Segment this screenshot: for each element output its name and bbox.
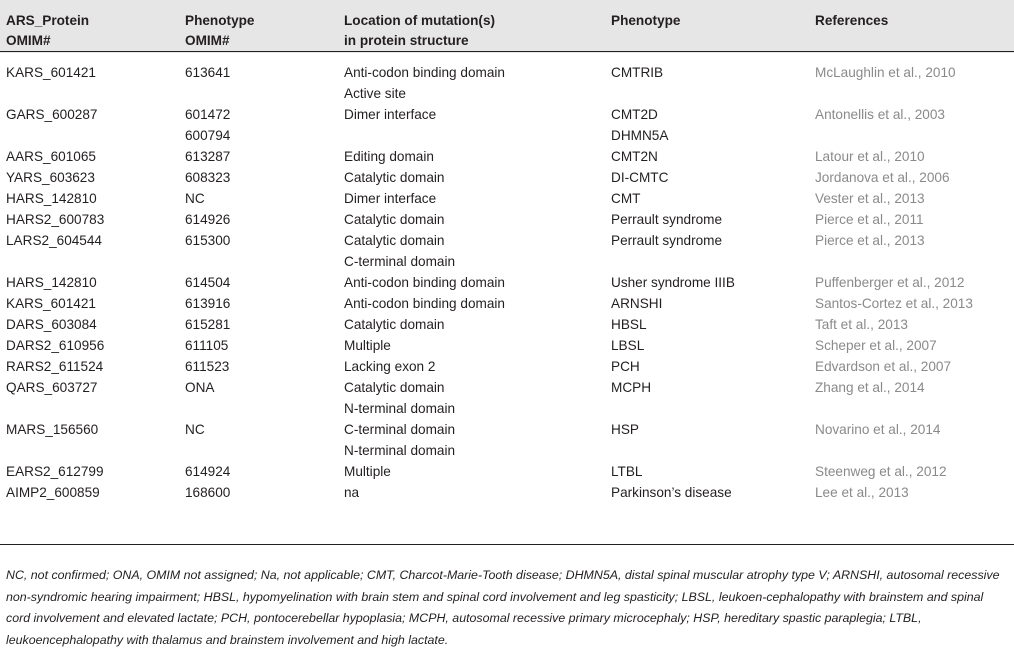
cell-phenotype-line: LTBL [611, 464, 643, 479]
cell-mutation-location-line: Anti-codon binding domain [344, 275, 505, 290]
cell-mutation-location [338, 209, 605, 230]
cell-phenotype-omim [179, 167, 338, 188]
cell-ars-protein: GARS_600287 [6, 107, 98, 122]
cell-phenotype [605, 209, 809, 230]
cell-ars-protein: HARS2_600783 [6, 212, 105, 227]
table-row [0, 419, 1014, 461]
cell-reference: Vester et al., 2013 [815, 191, 925, 206]
cell-phenotype-omim [179, 482, 338, 503]
cell-phenotype [605, 314, 809, 335]
cell-phenotype [605, 461, 809, 482]
cell-reference: Zhang et al., 2014 [815, 380, 925, 395]
cell-mutation-location-line: Dimer interface [344, 191, 437, 206]
cell-mutation-location-line: C-terminal domain [344, 422, 456, 437]
cell-mutation-location [338, 356, 605, 377]
cell-mutation-location-line: C-terminal domain [344, 254, 456, 269]
cell-phenotype-omim-line: 168600 [185, 485, 231, 500]
cell-ars-protein: AARS_601065 [6, 149, 96, 164]
cell-phenotype-omim-line: NC [185, 191, 205, 206]
cell-phenotype-line: CMT2N [611, 149, 658, 164]
cell-reference: Taft et al., 2013 [815, 317, 908, 332]
cell-mutation-location [338, 293, 605, 314]
table-row [0, 188, 1014, 209]
cell-mutation-location-line: Anti-codon binding domain [344, 296, 505, 311]
cell-phenotype-line: Parkinson’s disease [611, 485, 732, 500]
cell-phenotype [605, 146, 809, 167]
cell-phenotype-line: Usher syndrome IIIB [611, 275, 735, 290]
cell-phenotype-line: MCPH [611, 380, 652, 395]
cell-ars-protein: KARS_601421 [6, 296, 96, 311]
cell-ars-protein: RARS2_611524 [6, 359, 104, 374]
cell-reference: Edvardson et al., 2007 [815, 359, 952, 374]
cell-phenotype [605, 188, 809, 209]
cell-phenotype-omim-line: 614504 [185, 275, 231, 290]
header-line: References [815, 13, 889, 28]
cell-phenotype-omim [179, 461, 338, 482]
cell-mutation-location-line: Active site [344, 86, 406, 101]
header-location-of-mutations [338, 0, 605, 52]
table-header-row [0, 0, 1014, 52]
cell-phenotype-omim [179, 209, 338, 230]
cell-mutation-location [338, 314, 605, 335]
cell-reference: Latour et al., 2010 [815, 149, 925, 164]
cell-phenotype [605, 335, 809, 356]
cell-phenotype-omim-line: 613641 [185, 65, 231, 80]
cell-phenotype-line: PCH [611, 359, 640, 374]
cell-phenotype [605, 356, 809, 377]
cell-phenotype-omim [179, 314, 338, 335]
cell-reference: Pierce et al., 2013 [815, 233, 925, 248]
cell-phenotype [605, 293, 809, 314]
cell-phenotype-omim [179, 52, 338, 104]
cell-phenotype-omim-line: 611105 [185, 338, 229, 353]
cell-mutation-location [338, 104, 605, 146]
cell-mutation-location-line: Catalytic domain [344, 317, 445, 332]
header-line: OMIM# [6, 33, 51, 48]
cell-phenotype-omim-line: 614926 [185, 212, 231, 227]
table-row [0, 272, 1014, 293]
cell-mutation-location [338, 230, 605, 272]
cell-phenotype-line: HSP [611, 422, 639, 437]
cell-reference: Jordanova et al., 2006 [815, 170, 950, 185]
cell-phenotype-omim-line: 613916 [185, 296, 231, 311]
table-row [0, 52, 1014, 104]
table-body [0, 52, 1014, 503]
cell-phenotype-omim [179, 377, 338, 419]
cell-ars-protein: EARS2_612799 [6, 464, 104, 479]
table-row [0, 230, 1014, 272]
table-row [0, 167, 1014, 188]
header-line: Phenotype [185, 13, 255, 28]
header-references [809, 0, 1014, 52]
cell-mutation-location [338, 146, 605, 167]
header-phenotype-omim [179, 0, 338, 52]
cell-mutation-location [338, 461, 605, 482]
cell-mutation-location-line: Catalytic domain [344, 212, 445, 227]
cell-phenotype-omim [179, 335, 338, 356]
cell-reference: Pierce et al., 2011 [815, 212, 924, 227]
header-line: in protein structure [344, 33, 469, 48]
cell-reference: Puffenberger et al., 2012 [815, 275, 965, 290]
cell-ars-protein: DARS2_610956 [6, 338, 105, 353]
cell-phenotype-line: HBSL [611, 317, 647, 332]
cell-phenotype [605, 167, 809, 188]
cell-phenotype-omim-line: 601472 [185, 107, 231, 122]
header-line: Phenotype [611, 13, 681, 28]
cell-phenotype-line: DI-CMTC [611, 170, 669, 185]
cell-mutation-location [338, 272, 605, 293]
table-row [0, 209, 1014, 230]
cell-phenotype-line: ARNSHI [611, 296, 663, 311]
cell-phenotype [605, 230, 809, 272]
cell-phenotype-omim [179, 104, 338, 146]
cell-mutation-location [338, 167, 605, 188]
cell-phenotype-omim [179, 272, 338, 293]
table-row [0, 377, 1014, 419]
cell-phenotype-omim [179, 230, 338, 272]
cell-phenotype-line: DHMN5A [611, 128, 669, 143]
cell-phenotype-line: Perrault syndrome [611, 212, 723, 227]
cell-mutation-location-line: Catalytic domain [344, 380, 445, 395]
cell-phenotype-omim-line: NC [185, 422, 205, 437]
table-row [0, 482, 1014, 503]
cell-mutation-location-line: Lacking exon 2 [344, 359, 436, 374]
table-row [0, 335, 1014, 356]
cell-phenotype-omim [179, 293, 338, 314]
cell-mutation-location-line: Catalytic domain [344, 170, 445, 185]
cell-phenotype [605, 377, 809, 419]
cell-phenotype [605, 482, 809, 503]
cell-ars-protein: MARS_156560 [6, 422, 99, 437]
table-row [0, 104, 1014, 146]
cell-ars-protein: LARS2_604544 [6, 233, 102, 248]
cell-mutation-location-line: Multiple [344, 338, 391, 353]
table-row [0, 356, 1014, 377]
table-row [0, 146, 1014, 167]
cell-phenotype-omim-line: 615300 [185, 233, 231, 248]
cell-phenotype [605, 419, 809, 461]
cell-ars-protein: HARS_142810 [6, 191, 97, 206]
cell-mutation-location [338, 52, 605, 104]
table-row [0, 461, 1014, 482]
cell-mutation-location-line: N-terminal domain [344, 401, 456, 416]
cell-mutation-location [338, 482, 605, 503]
cell-phenotype-omim-line: 615281 [185, 317, 231, 332]
cell-mutation-location [338, 188, 605, 209]
table-row [0, 314, 1014, 335]
cell-phenotype-omim-line: 614924 [185, 464, 231, 479]
cell-phenotype [605, 272, 809, 293]
cell-mutation-location-line: Multiple [344, 464, 391, 479]
cell-phenotype [605, 104, 809, 146]
cell-ars-protein: KARS_601421 [6, 65, 96, 80]
cell-phenotype-omim-line: ONA [185, 380, 215, 395]
header-line: ARS_Protein [6, 13, 90, 28]
cell-mutation-location-line: N-terminal domain [344, 443, 456, 458]
cell-mutation-location [338, 377, 605, 419]
cell-phenotype-omim [179, 188, 338, 209]
cell-reference: McLaughlin et al., 2010 [815, 65, 956, 80]
cell-reference: Steenweg et al., 2012 [815, 464, 947, 479]
cell-phenotype-line: LBSL [611, 338, 645, 353]
cell-mutation-location-line: Editing domain [344, 149, 434, 164]
table-footnote: NC, not confirmed; ONA, OMIM not assigned; Na, not applicable; CMT, Charcot-Marie-Tooth disease; DHMN5A, distal spinal muscular atrophy type V; ARNSHI, autosomal recessive non-syndromic hearing impairment; HBSL, hypomyelination with brain stem and spinal cord involvement and leg spasticity; LBSL, leukoen-cephalopathy with brainstem and spinal cord involvement and elevated lactate; PCH, pontocerebellar hypoplasia; MCPH, autosomal recessive primary microcephaly; HSP, hereditary spastic paraplegia; LTBL, leukoencephalopathy with thalamus and brainstem involvement and high lactate. [6, 568, 1000, 647]
cell-mutation-location-line: na [344, 485, 360, 500]
table-bottom-divider [0, 544, 1014, 545]
table-row [0, 293, 1014, 314]
cell-ars-protein: HARS_142810 [6, 275, 97, 290]
cell-mutation-location-line: Catalytic domain [344, 233, 445, 248]
cell-reference: Santos-Cortez et al., 2013 [815, 296, 973, 311]
cell-phenotype-omim-line: 611523 [185, 359, 230, 374]
cell-phenotype-line: CMT2D [611, 107, 658, 122]
cell-ars-protein: AIMP2_600859 [6, 485, 100, 500]
cell-phenotype-omim-line: 600794 [185, 128, 231, 143]
cell-mutation-location [338, 419, 605, 461]
cell-mutation-location-line: Dimer interface [344, 107, 437, 122]
cell-phenotype-omim-line: 608323 [185, 170, 231, 185]
cell-ars-protein: DARS_603084 [6, 317, 97, 332]
cell-ars-protein: QARS_603727 [6, 380, 98, 395]
cell-reference: Novarino et al., 2014 [815, 422, 941, 437]
cell-phenotype-line: Perrault syndrome [611, 233, 723, 248]
cell-reference: Antonellis et al., 2003 [815, 107, 945, 122]
cell-phenotype [605, 52, 809, 104]
cell-phenotype-line: CMT [611, 191, 641, 206]
cell-reference: Lee et al., 2013 [815, 485, 909, 500]
cell-reference: Scheper et al., 2007 [815, 338, 937, 353]
cell-ars-protein: YARS_603623 [6, 170, 95, 185]
cell-phenotype-omim [179, 356, 338, 377]
cell-mutation-location [338, 335, 605, 356]
header-ars-protein-omim [0, 0, 179, 52]
cell-phenotype-omim-line: 613287 [185, 149, 231, 164]
header-phenotype [605, 0, 809, 52]
header-line: Location of mutation(s) [344, 13, 496, 28]
cell-mutation-location-line: Anti-codon binding domain [344, 65, 505, 80]
cell-phenotype-omim [179, 146, 338, 167]
cell-phenotype-line: CMTRIB [611, 65, 664, 80]
cell-phenotype-omim [179, 419, 338, 461]
header-line: OMIM# [185, 33, 230, 48]
